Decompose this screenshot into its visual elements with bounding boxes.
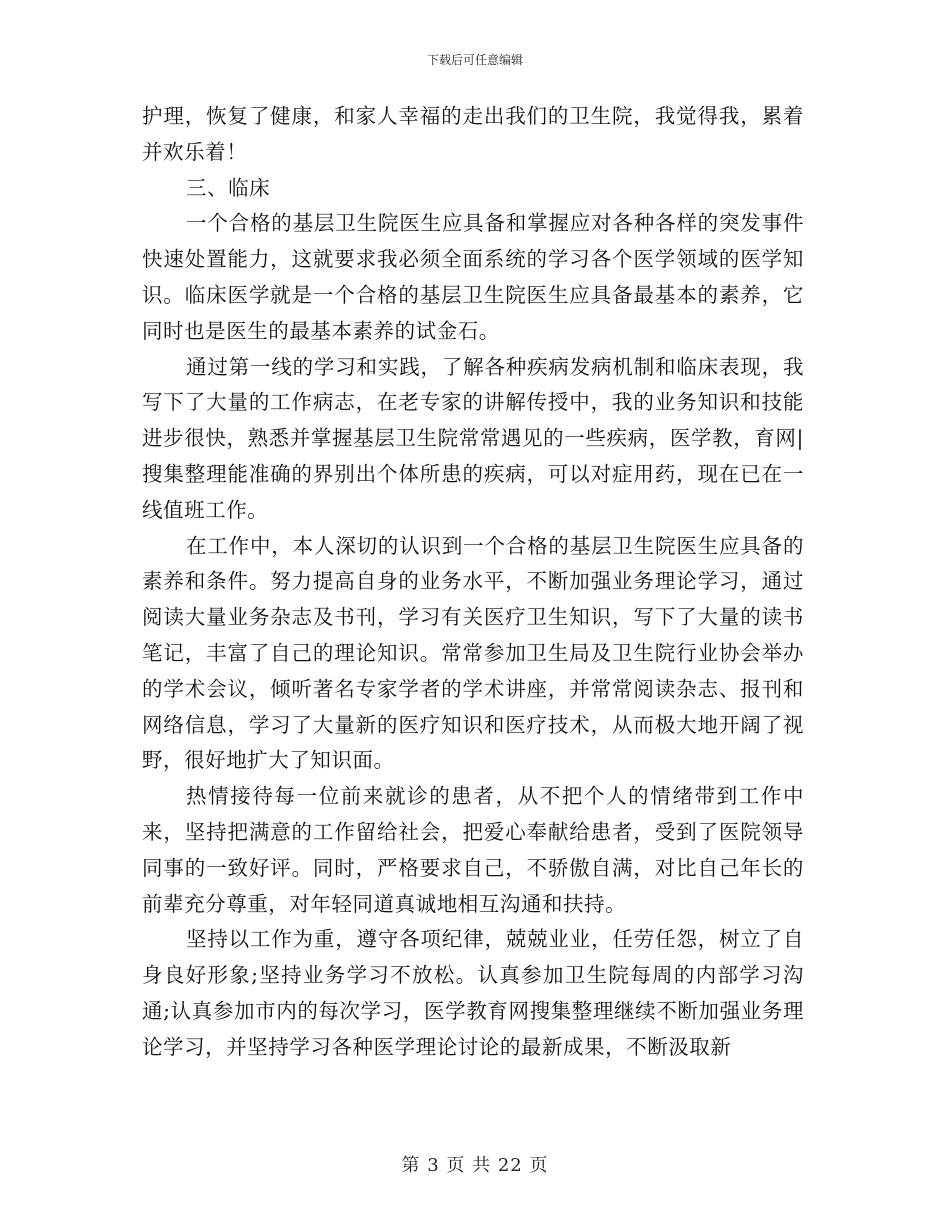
paragraph-continuation: 护理，恢复了健康，和家人幸福的走出我们的卫生院，我觉得我，累着并欢乐着！ xyxy=(142,104,804,164)
paragraph: 在工作中，本人深切的认识到一个合格的基层卫生院医生应具备的素养和条件。努力提高自身的业务水平，不断加强业务理论学习，通过阅读大量业务杂志及书刊，学习有关医疗卫生知识，写下了大量的读书笔记，丰富了自己的理论知识。常常参加卫生局及卫生院行业协会举办的学术会议，倾听著名专家学者的学术讲座，并常常阅读杂志、报刊和网络信息，学习了大量新的医疗知识和医疗技术，从而极大地开阔了视野，很好地扩大了知识面。 xyxy=(142,533,804,773)
page-number: 第 3 页 共 22 页 xyxy=(401,1155,549,1176)
paragraph: 通过第一线的学习和实践，了解各种疾病发病机制和临床表现，我写下了大量的工作病志，在老专家的讲解传授中，我的业务知识和技能进步很快，熟悉并掌握基层卫生院常常遇见的一些疾病，医学教，育网|搜集整理能准确的界别出个体所患的疾病，可以对症用药，现在已在一线值班工作。 xyxy=(142,354,804,522)
document-body xyxy=(142,99,804,1066)
page-header: 下载后可任意编辑 xyxy=(426,53,523,67)
paragraph: 热情接待每一位前来就诊的患者，从不把个人的情绪带到工作中来，坚持把满意的工作留给社会，把爱心奉献给患者，受到了医院领导同事的一致好评。同时，严格要求自己，不骄傲自满，对比自己年长的前辈充分尊重，对年轻同道真诚地相互沟通和扶持。 xyxy=(142,784,804,916)
paragraph: 一个合格的基层卫生院医生应具备和掌握应对各种各样的突发事件快速处置能力，这就要求我必须全面系统的学习各个医学领域的医学知识。临床医学就是一个合格的基层卫生院医生应具备最基本的素养，它同时也是医生的最基本素养的试金石。 xyxy=(142,211,804,343)
section-heading: 三、临床 xyxy=(186,175,271,200)
paragraph: 坚持以工作为重，遵守各项纪律，兢兢业业，任劳任怨，树立了自身良好形象;坚持业务学习不放松。认真参加卫生院每周的内部学习沟通;认真参加市内的每次学习，医学教育网搜集整理继续不断加强业务理论学习，并坚持学习各种医学理论讨论的最新成果，不断汲取新 xyxy=(142,927,804,1059)
